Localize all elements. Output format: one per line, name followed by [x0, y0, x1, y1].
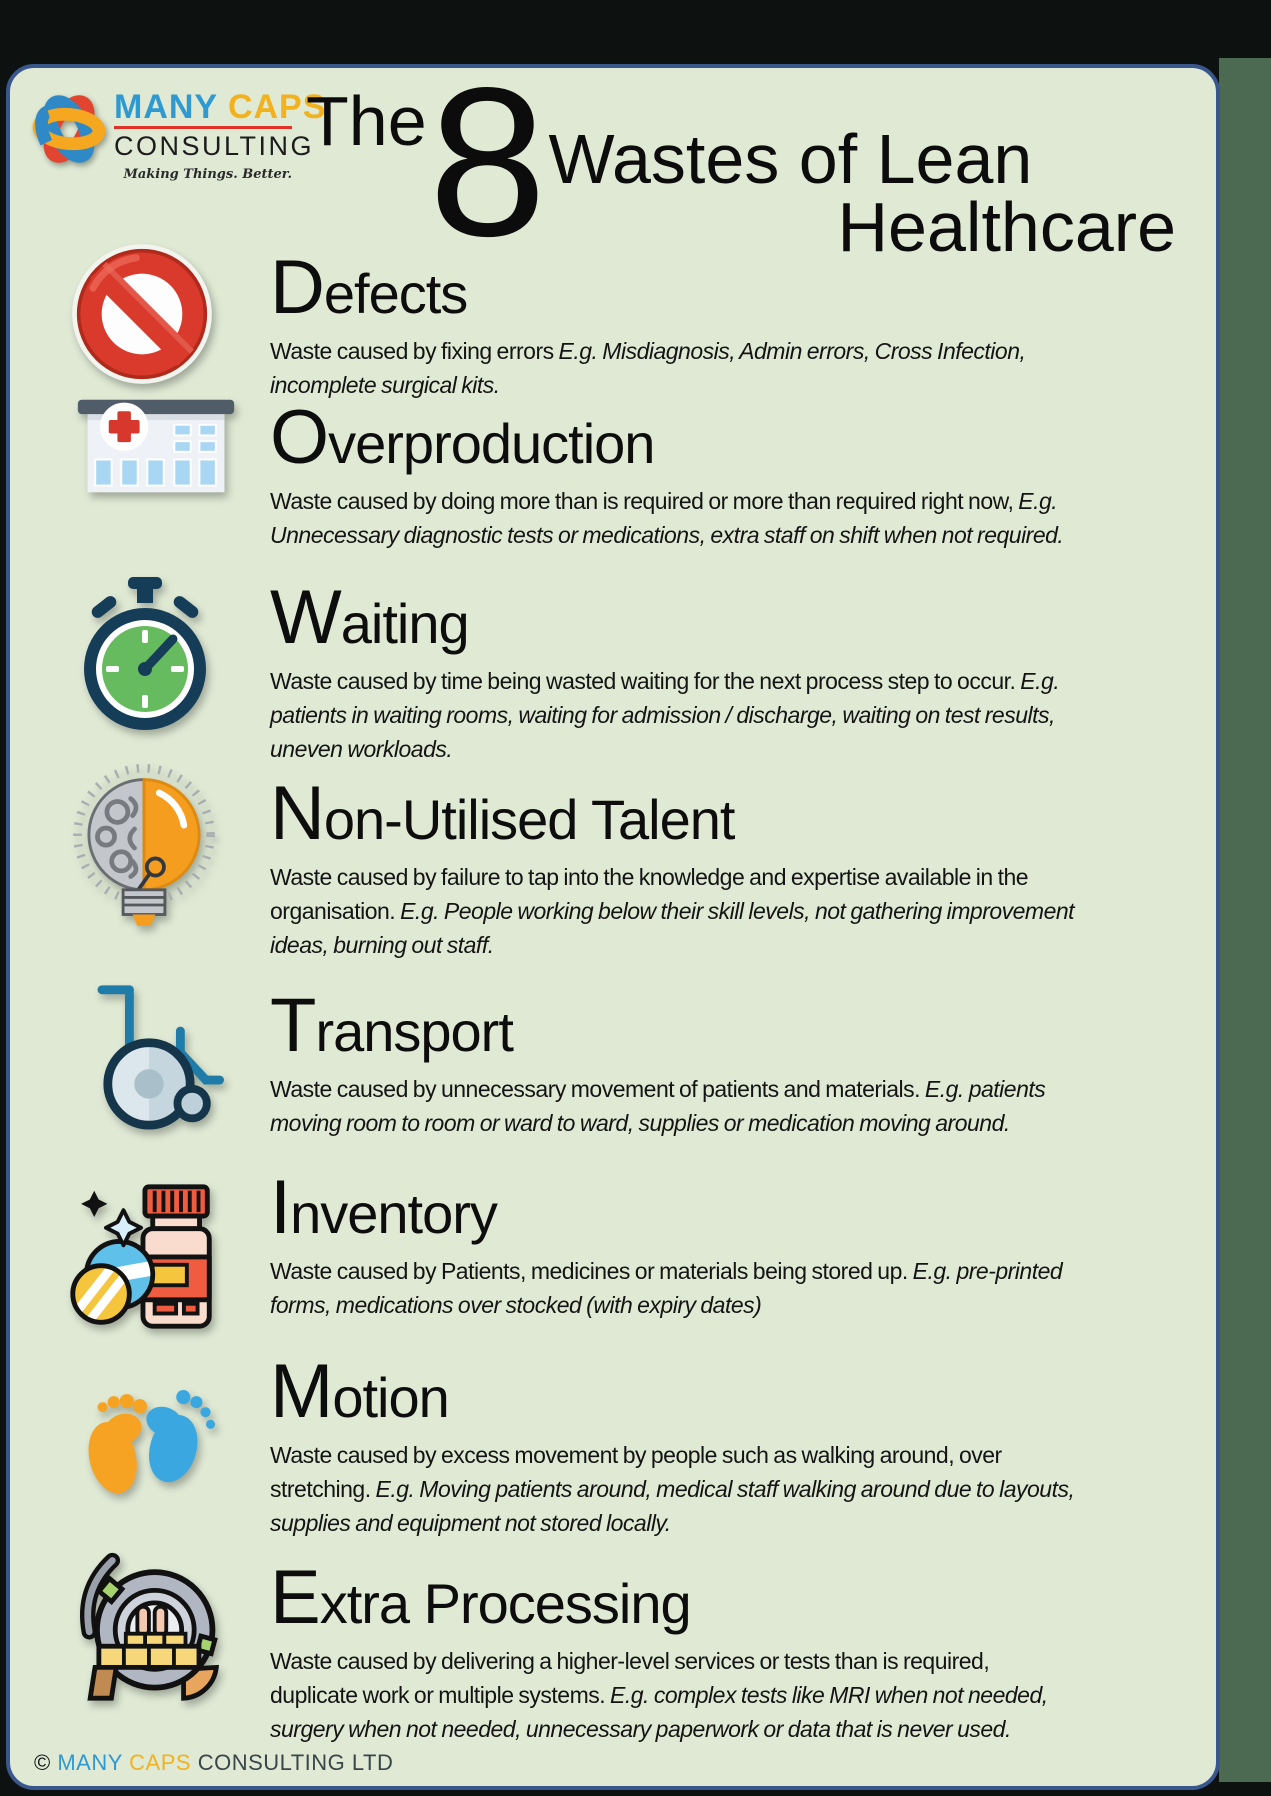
- section-description: Waste caused by failure to tap into the knowledge and expertise available in the organisation. E.g. People working below their skill levels, not gathering improvement ideas, burning out staff.: [270, 864, 1075, 958]
- title-healthcare: Healthcare: [837, 188, 1176, 266]
- copyright-symbol: ©: [34, 1750, 51, 1775]
- section-icon: [80, 575, 210, 735]
- section-icon: [70, 242, 214, 386]
- brand-name-many: MANY: [114, 88, 218, 126]
- brand-name-caps: CAPS: [227, 88, 327, 126]
- background-strip-right: [1219, 58, 1271, 1782]
- title-number-8: 8: [428, 43, 547, 280]
- section-heading: Inventory: [270, 1165, 497, 1250]
- medicine-bottle-pills-icon: [68, 1179, 216, 1333]
- section-description: Waste caused by doing more than is required or more than required right now, E.g. Unnecessary diagnostic tests or medications, extra staff on shift when not required.: [270, 488, 1064, 548]
- section-icon: [72, 1385, 224, 1501]
- brand-underline: [114, 126, 292, 129]
- brand-tagline: Making Things. Better.: [123, 167, 292, 182]
- section-icon: [68, 1179, 216, 1333]
- no-entry-icon: [70, 242, 214, 386]
- section-icon: [70, 1549, 224, 1703]
- brand-logo-icon: [28, 88, 110, 170]
- brand-name: [114, 88, 327, 126]
- section-heading: Non-Utilised Talent: [270, 771, 735, 856]
- section-description: Waste caused by delivering a higher-level services or tests than is required, duplicate work or multiple systems. E.g. complex tests like MRI when not needed, surgery when not needed, unnecessary paperwork or data that is never used.: [270, 1648, 1048, 1742]
- brand-logo-text: [114, 88, 327, 182]
- hospital-building-icon: [74, 396, 238, 496]
- title-the: The: [306, 82, 427, 160]
- stopwatch-icon: [80, 575, 210, 735]
- footer-copyright: [34, 1750, 393, 1776]
- brand-consulting: CONSULTING: [114, 131, 315, 161]
- footprints-icon: [72, 1385, 224, 1501]
- wheelchair-icon: [70, 980, 228, 1132]
- section-heading: Overproduction: [270, 395, 655, 480]
- mri-scanner-icon: [70, 1549, 224, 1703]
- section-heading: Defects: [270, 245, 468, 330]
- section-description: Waste caused by Patients, medicines or materials being stored up. E.g. pre-printed forms, medications over stocked (with expiry dates): [270, 1258, 1063, 1318]
- section-heading: Motion: [270, 1349, 449, 1434]
- section-icon: [68, 759, 220, 937]
- section-description: Waste caused by excess movement by people such as walking around, over stretching. E.g. Moving patients around, medical staff walking around due to layouts, supplies and equipment not stored locally.: [270, 1442, 1075, 1536]
- footer-brand-caps: CAPS: [129, 1750, 192, 1775]
- section-description: Waste caused by time being wasted waiting for the next process step to occur. E.g. patients in waiting rooms, waiting for admission / discharge, waiting on test results, uneven workloads.: [270, 668, 1060, 762]
- footer-brand-many: MANY: [57, 1750, 123, 1775]
- brain-lightbulb-icon: [68, 759, 220, 937]
- section-icon: [70, 980, 228, 1132]
- section-icon: [74, 396, 238, 496]
- section-description: Waste caused by fixing errors E.g. Misdiagnosis, Admin errors, Cross Infection, incomplete surgical kits.: [270, 338, 1026, 398]
- title-wastes-of-lean: Wastes of Lean: [548, 120, 1033, 198]
- section-heading: Transport: [270, 983, 513, 1068]
- section-heading: Waiting: [270, 575, 469, 660]
- footer-brand-rest: CONSULTING LTD: [197, 1750, 394, 1775]
- content-panel: [6, 43, 1220, 1790]
- section-description: Waste caused by unnecessary movement of patients and materials. E.g. patients moving room to room or ward to ward, supplies or medication moving around.: [270, 1076, 1046, 1136]
- section-heading: Extra Processing: [270, 1555, 691, 1640]
